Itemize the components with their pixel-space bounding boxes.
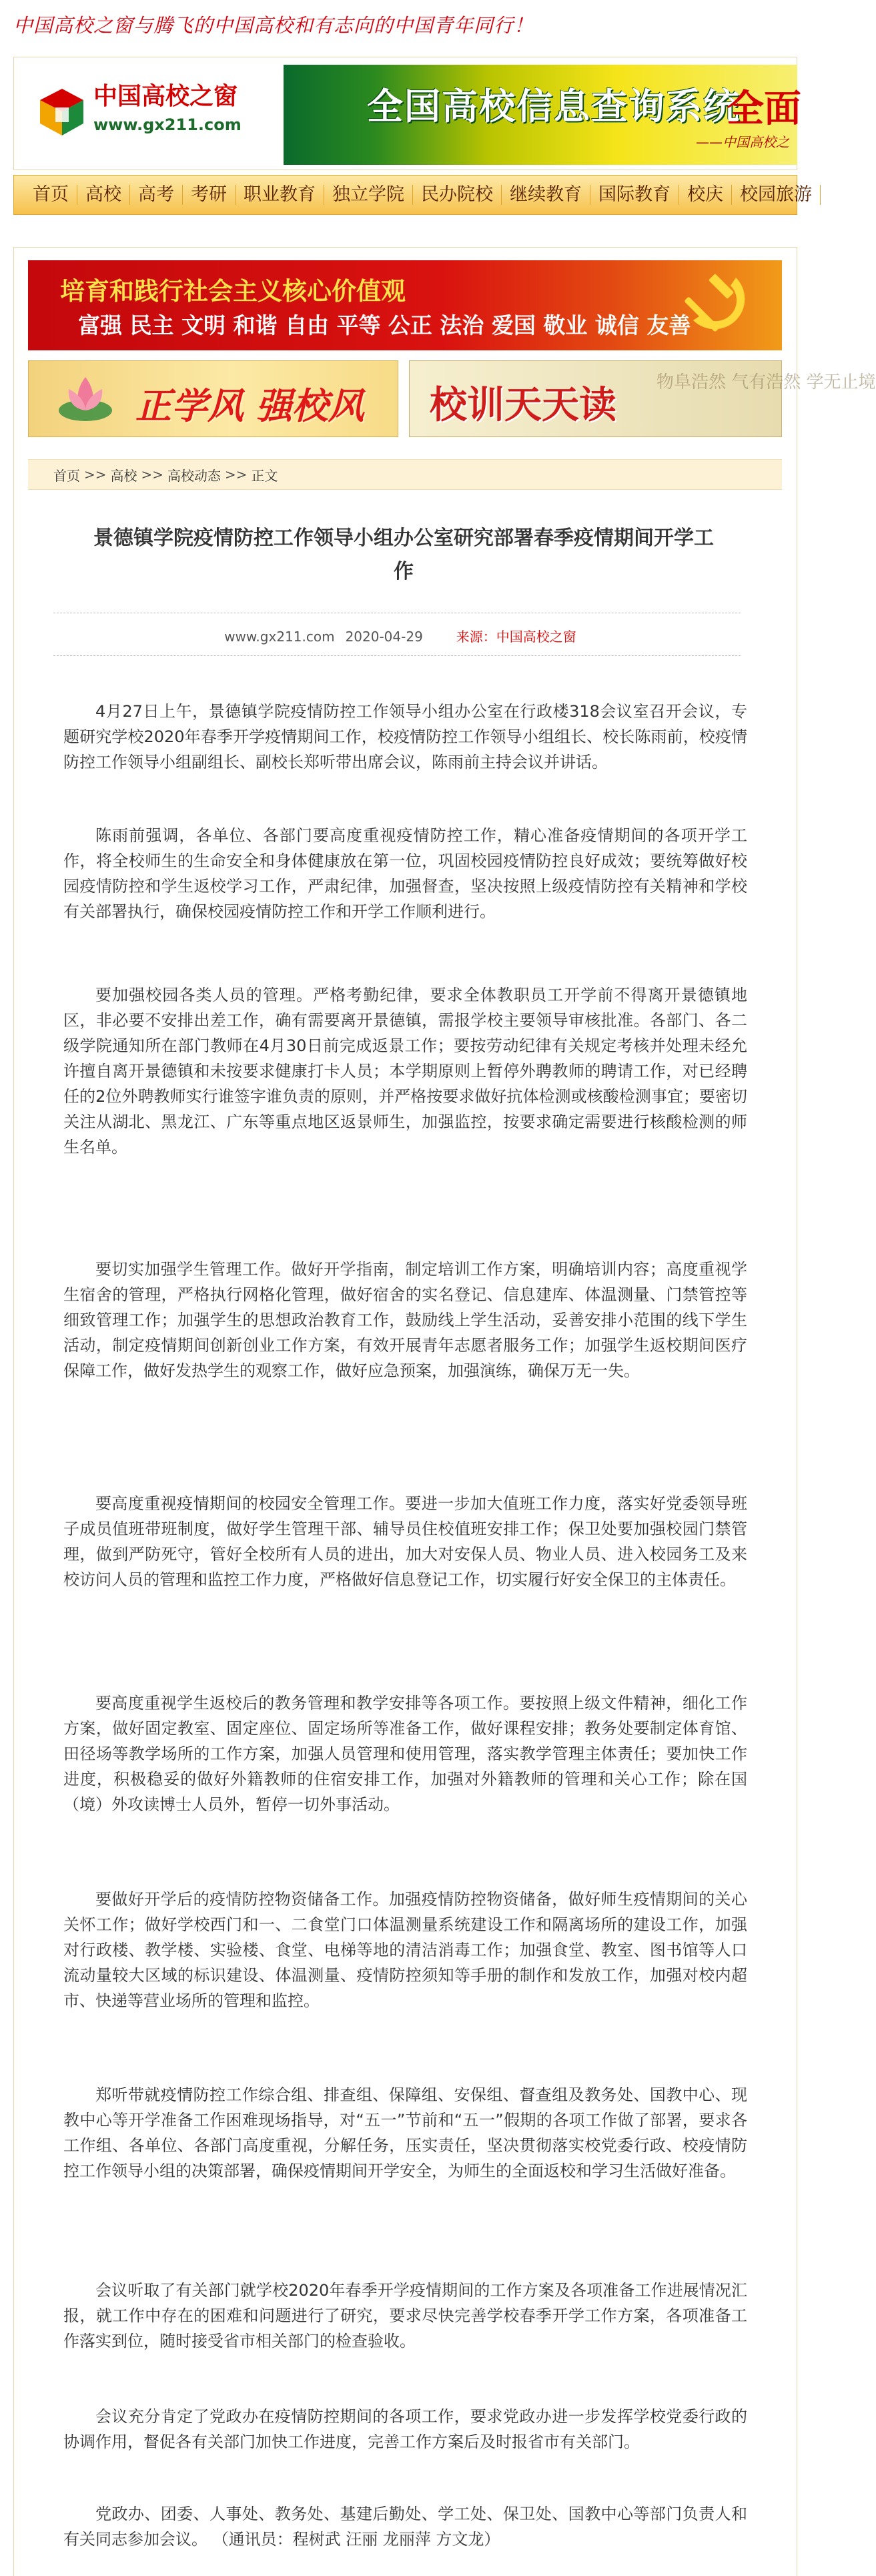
core-values-list: 富强 民主 文明 和谐 自由 平等 公正 法治 爱国 敬业 诚信 友善 xyxy=(78,312,691,338)
nav-item-colleges[interactable]: 高校 xyxy=(77,185,130,205)
article-source: 来源：中国高校之窗 xyxy=(456,629,576,645)
article-paragraph: 陈雨前强调，各单位、各部门要高度重视疫情防控工作，精心准备疫情期间的各项开学工作，将全校师生的生命安全和身体健康放在第一位，巩固校园疫情防控良好成效；要统筹做好校园疫情防控和学生返校学习工作，严肃纪律，加强督查，坚决按照上级疫情防控有关精神和学校有关部署执行，确保校园疫情防控工作和开学工作顺利进行。 xyxy=(63,826,747,921)
breadcrumb-current: 正文 xyxy=(251,467,278,484)
core-values-title: 培育和践行社会主义核心价值观 xyxy=(60,276,406,306)
breadcrumb xyxy=(28,459,782,490)
article-paragraph: 党政办、团委、人事处、教务处、基建后勤处、学工处、保卫处、国教中心等部门负责人和有关同志参加会议。 （通讯员：程树武 汪丽 龙丽萍 方文龙） xyxy=(63,2505,747,2549)
motto-text: 校训天天读 xyxy=(430,383,616,427)
breadcrumb-news[interactable]: 高校动态 xyxy=(167,467,222,484)
motto-calligraphy: 物阜浩然 气有浩然 学无止境 xyxy=(656,372,876,392)
lotus-flower-icon xyxy=(49,370,122,429)
article-paragraph: 会议充分肯定了党政办在疫情防控期间的各项工作，要求党政办进一步发挥学校党委行政的协调作用，督促各有关部门加快工作进度，完善工作方案后及时报省市有关部门。 xyxy=(63,2407,747,2451)
meta-divider-bottom xyxy=(53,655,741,656)
logo-icon xyxy=(37,83,87,137)
nav-item-home[interactable]: 首页 xyxy=(33,185,77,205)
breadcrumb-home[interactable]: 首页 xyxy=(53,467,80,484)
logo-url: www.gx211.com xyxy=(93,115,242,134)
nav-item-vocational[interactable]: 职业教育 xyxy=(236,185,324,205)
nav-item-international[interactable]: 国际教育 xyxy=(590,185,679,205)
core-values-banner xyxy=(28,260,782,350)
article-paragraph: 郑听带就疫情防控工作综合组、排查组、保障组、安保组、督查组及教务处、国教中心、现教中心等开学准备工作困难现场指导，对“五一”节前和“五一”假期的各项工作做了部署，要求各工作组、各单位、各部门高度重视，分解任务，压实责任，坚决贯彻落实校党委行政、校疫情防控工作领导小组的决策部署，确保疫情期间开学安全，为师生的全面返校和学习生活做好准备。 xyxy=(63,2085,747,2180)
article-paragraph: 会议听取了有关部门就学校2020年春季开学疫情期间的工作方案及各项准备工作进展情况汇报，就工作中存在的困难和问题进行了研究，要求尽快完善学校春季开学工作方案，各项准备工作落实到位，随时接受省市相关部门的检查验收。 xyxy=(63,2281,747,2350)
nav-item-campus-tour[interactable]: 校园旅游 xyxy=(732,185,821,205)
study-style-banner[interactable] xyxy=(28,360,398,437)
logo-name: 中国高校之窗 xyxy=(93,83,238,110)
banner-subtitle: ——中国高校之 xyxy=(696,134,789,150)
article-paragraph: 要加强校园各类人员的管理。严格考勤纪律，要求全体教职员工开学前不得离开景德镇地区，非必要不安排出差工作，确有需要离开景德镇，需报学校主要领导审核批准。各部门、各二级学院通知所在部门教师在4月30日前完成返景工作；要按劳动纪律有关规定考核并处理未经允许擅自离开景德镇和未按要求健康打卡人员；本学期原则上暂停外聘教师的聘请工作，对已经聘任的2位外聘教师实行谁签字谁负责的原则，并严格按要求做好抗体检测或核酸检测事宜；要密切关注从湖北、黑龙江、广东等重点地区返景师生，加强监控，按要求确定需要进行核酸检测的师生名单。 xyxy=(63,986,747,1157)
study-style-text: 正学风 强校风 xyxy=(135,384,364,427)
main-nav xyxy=(13,175,812,215)
article-paragraph: 要切实加强学生管理工作。做好开学指南，制定培训工作方案，明确培训内容；高度重视学生宿舍的管理，严格执行网格化管理，做好宿舍的实名登记、信息建库、体温测量、门禁管控等细致管理工作；加强学生的思想政治教育工作，鼓励线上学生活动，妥善安排小范围的线下学生活动，制定疫情期间创新创业工作方案，有效开展青年志愿者服务工作；加强学生返校期间医疗保障工作，做好发热学生的观察工作，做好应急预案，加强演练，确保万无一失。 xyxy=(63,1260,747,1380)
banner-cut-text: 全面 xyxy=(727,87,801,131)
article-paragraph: 要高度重视疫情期间的校园安全管理工作。要进一步加大值班工作力度，落实好党委领导班子成员值班带班制度，做好学生管理干部、辅导员住校值班安排工作；保卫处要加强校园门禁管理，做到严防死守，管好全校所有人员的进出，加大对安保人员、物业人员、进入校园务工及来校访问人员的管理和监控工作力度，严格做好信息登记工作，切实履行好安全保卫的主体责任。 xyxy=(63,1494,747,1589)
nav-item-kaoyan[interactable]: 考研 xyxy=(183,185,236,205)
breadcrumb-separator: >> xyxy=(84,466,107,482)
motto-banner[interactable] xyxy=(409,360,876,437)
site-logo[interactable] xyxy=(37,80,270,147)
article-site[interactable]: www.gx211.com xyxy=(224,629,335,645)
nav-item-gaokao[interactable]: 高考 xyxy=(130,185,183,205)
article-title: 景德镇学院疫情防控工作领导小组办公室研究部署春季疫情期间开学工作 xyxy=(93,527,714,583)
article-paragraph: 要高度重视学生返校后的教务管理和教学安排等各项工作。要按照上级文件精神，细化工作方案，做好固定教室、固定座位、固定场所等准备工作，做好课程安排；教务处要制定体育馆、田径场等教学场所的工作方案，加强人员管理和使用管理，落实教学管理主体责任；要加快工作进度，积极稳妥的做好外籍教师的住宿安排工作，加强对外籍教师的管理和关心工作；除在国（境）外攻读博士人员外，暂停一切外事活动。 xyxy=(63,1694,747,1814)
hammer-sickle-icon xyxy=(679,266,759,346)
nav-item-private[interactable]: 民办院校 xyxy=(413,185,502,205)
query-system-banner[interactable] xyxy=(284,65,801,165)
content-box xyxy=(13,247,797,2576)
breadcrumb-colleges[interactable]: 高校 xyxy=(110,467,137,484)
site-slogan: 中国高校之窗与腾飞的中国高校和有志向的中国青年同行！ xyxy=(13,14,534,37)
article-meta xyxy=(0,626,801,645)
nav-item-independent[interactable]: 独立学院 xyxy=(324,185,413,205)
article-paragraph: 4月27日上午，景德镇学院疫情防控工作领导小组办公室在行政楼318会议室召开会议，专题研究学校2020年春季开学疫情期间工作，校疫情防控工作领导小组组长、校长陈雨前，校疫情防控工作领导小组副组长、副校长郑听带出席会议，陈雨前主持会议并讲话。 xyxy=(63,702,747,771)
article-paragraph: 要做好开学后的疫情防控物资储备工作。加强疫情防控物资储备，做好师生疫情期间的关心关怀工作；做好学校西门和一、二食堂门口体温测量系统建设工作和隔离场所的建设工作，加强对行政楼、教学楼、实验楼、食堂、电梯等地的清洁消毒工作；加强食堂、教室、图书馆等人口流动量较大区域的标识建设、体温测量、疫情防控须知等手册的制作和发放工作，加强对校内超市、快递等营业场所的管理和监控。 xyxy=(63,1890,747,2010)
nav-item-continuing[interactable]: 继续教育 xyxy=(502,185,590,205)
breadcrumb-separator: >> xyxy=(225,466,248,482)
nav-item-anniversary[interactable]: 校庆 xyxy=(679,185,732,205)
breadcrumb-separator: >> xyxy=(141,466,164,482)
banner-title: 全国高校信息查询系统 xyxy=(367,85,741,127)
article-date: 2020-04-29 xyxy=(345,629,423,645)
